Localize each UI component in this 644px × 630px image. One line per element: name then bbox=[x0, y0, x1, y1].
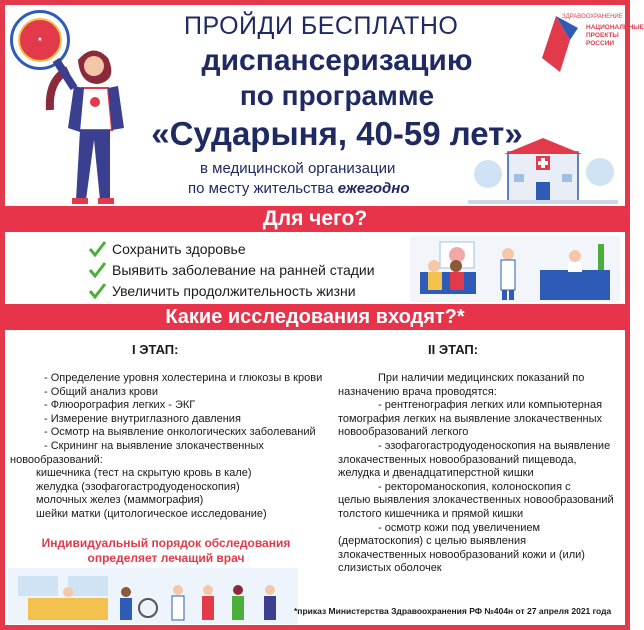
stage-2-line: - осмотр кожи под увеличением bbox=[378, 521, 541, 534]
footnote: *приказ Министерства Здравоохранения РФ №404н от 27 апреля 2021 года bbox=[294, 606, 612, 616]
program-name: «Сударыня, 40-59 лет» bbox=[151, 115, 523, 152]
stage-2-line: томография легких на выявление злокачественных bbox=[338, 412, 602, 425]
stage-1-item: - Скрининг на выявление злокачественных bbox=[44, 439, 264, 452]
stage-1-item: - Измерение внутриглазного давления bbox=[44, 412, 241, 425]
place-line-2-text: по месту жительства bbox=[188, 180, 338, 197]
stage-2-line: (дерматоскопия) с целью выявления bbox=[338, 535, 527, 548]
checkmark-icon bbox=[88, 282, 106, 300]
stage-2-line: - эзофагогастродуоденоскопия на выявление bbox=[378, 439, 611, 452]
emblem-center: ★ bbox=[18, 18, 62, 62]
why-list bbox=[88, 238, 375, 301]
np-title bbox=[586, 24, 644, 48]
np-caption: ЗДРАВООХРАНЕНИЕ bbox=[562, 14, 623, 20]
headline-program: по программе bbox=[239, 80, 435, 111]
stage-1-subitem: кишечника (тест на скрытую кровь в кале) bbox=[36, 467, 252, 480]
stage-2-line: толстого кишечника и прямой кишки bbox=[338, 507, 524, 520]
why-banner: Для чего? bbox=[0, 206, 630, 232]
stage-1-item: - Осмотр на выявление онкологических заболеваний bbox=[44, 426, 316, 439]
stage-2-line: При наличии медицинских показаний по bbox=[378, 372, 585, 384]
why-item-text: Увеличить продолжительность жизни bbox=[112, 282, 356, 299]
stage-2-line: новообразований легкого bbox=[338, 426, 469, 439]
why-item-text: Выявить заболевание на ранней стадии bbox=[112, 261, 375, 278]
why-item bbox=[88, 238, 375, 259]
place-line-2 bbox=[188, 180, 410, 197]
note-line-2: определяет лечащий врач bbox=[87, 551, 245, 565]
stage-1-subitem: желудка (эзофагогастродуоденоскопия) bbox=[36, 480, 240, 493]
checkmark-icon bbox=[88, 240, 106, 258]
headline-dispensary: диспансеризацию bbox=[201, 44, 473, 77]
doctor-waiting-room-illustration bbox=[410, 236, 620, 302]
stage-1-list bbox=[10, 372, 325, 522]
stage-1-item-tail: новообразований: bbox=[10, 453, 103, 466]
stage-1-item: - Определение уровня холестерина и глюкозы в крови bbox=[44, 372, 323, 384]
individual-order-note bbox=[36, 536, 296, 566]
stage-2-line: желудка и двенадцатиперстной кишки bbox=[338, 467, 534, 480]
np-line2: ПРОЕКТЫ bbox=[586, 32, 619, 39]
woman-illustration bbox=[38, 40, 148, 210]
stage-2-line: злокачественных новообразований пищевода, bbox=[338, 453, 577, 466]
note-line-1: Индивидуальный порядок обследования bbox=[41, 536, 291, 550]
stage-2-line: - ректороманоскопия, колоноскопия с bbox=[378, 480, 571, 493]
stage-1-subitem: молочных желез (маммография) bbox=[36, 494, 204, 507]
stage-2-line: целью выявления злокачественных новообразований bbox=[338, 494, 614, 507]
stage-1-item: - Общий анализ крови bbox=[44, 385, 158, 398]
stage-1-item: - Флюорография легких - ЭКГ bbox=[44, 399, 196, 412]
clinic-hall-illustration bbox=[8, 568, 298, 624]
why-item bbox=[88, 259, 375, 280]
stage-2-line: назначению врача проводятся: bbox=[338, 385, 497, 398]
stage-1-title: I ЭТАП: bbox=[132, 342, 179, 357]
stage-1-subitem: шейки матки (цитологическое исследование) bbox=[36, 507, 267, 520]
headline-free: ПРОЙДИ БЕСПЛАТНО bbox=[184, 12, 459, 40]
np-line3: РОССИИ bbox=[586, 40, 615, 47]
tests-banner: Какие исследования входят?* bbox=[0, 304, 630, 330]
place-line-1: в медицинской организации bbox=[200, 160, 396, 177]
why-item bbox=[88, 280, 375, 301]
why-item-text: Сохранить здоровье bbox=[112, 240, 246, 257]
np-line1: НАЦИОНАЛЬНЫЕ bbox=[586, 24, 644, 31]
stage-2-text bbox=[338, 372, 623, 576]
stage-2-line: злокачественных новообразований кожи и (или) bbox=[338, 548, 585, 561]
stage-2-title: II ЭТАП: bbox=[428, 342, 479, 357]
clinic-building-illustration bbox=[468, 134, 618, 204]
checkmark-icon bbox=[88, 261, 106, 279]
stage-2-line: слизистых оболочек bbox=[338, 562, 442, 575]
place-line-2-emphasis: ежегодно bbox=[337, 180, 410, 197]
stage-2-line: - рентгенография легких или компьютерная bbox=[378, 399, 603, 412]
